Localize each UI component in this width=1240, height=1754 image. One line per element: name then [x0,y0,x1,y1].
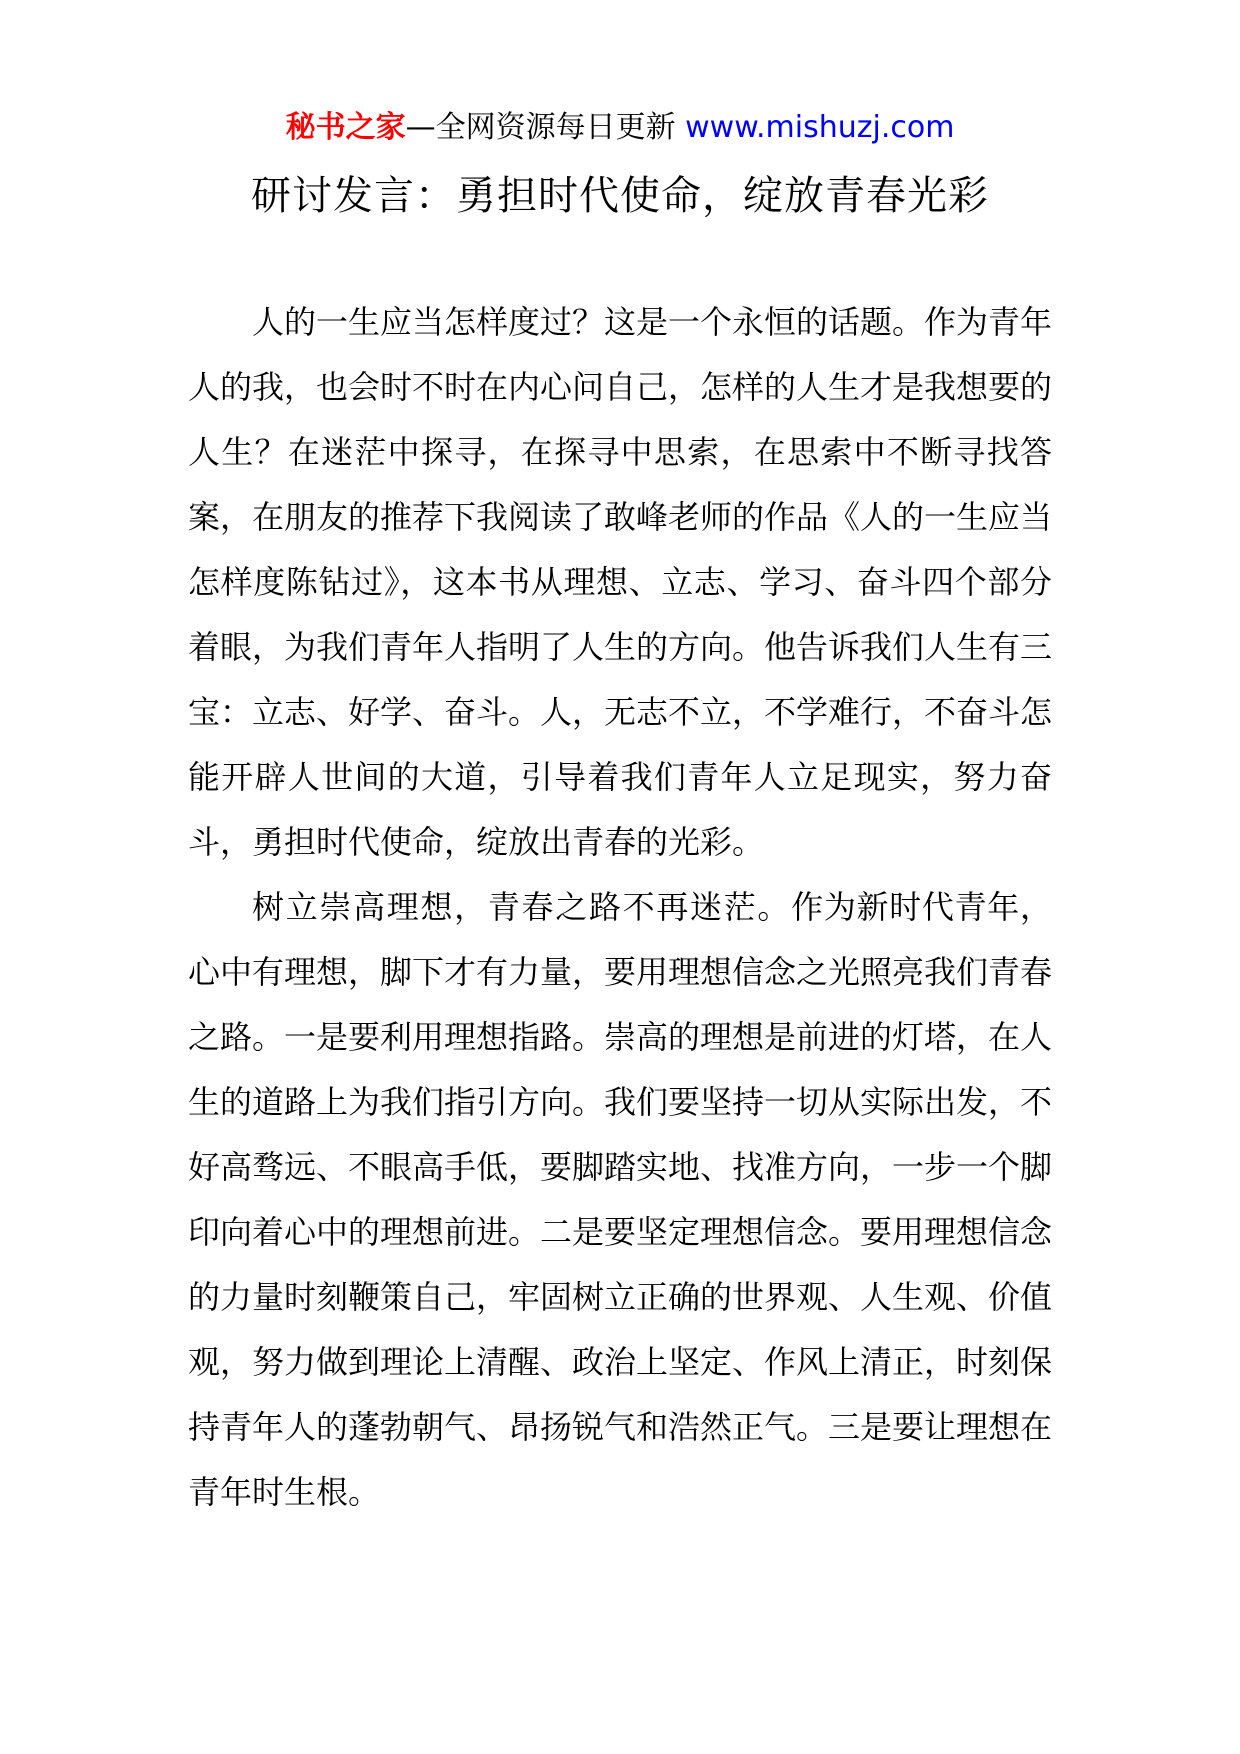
document-body [188,290,1052,1525]
paragraph [188,875,1052,1525]
site-brand: 秘书之家 [285,110,406,145]
paragraph-text: 人的一生应当怎样度过？这是一个永恒的话题。作为青年人的我，也会时不时在内心问自己，怎样的人生才是我想要的人生？在迷茫中探寻，在探寻中思索，在思索中不断寻找答案，在朋友的推荐下我阅读了敢峰老师的作品《人的一生应当怎样度陈钻过》，这本书从理想、立志、学习、奋斗四个部分着眼，为我们青年人指明了人生的方向。他告诉我们人生有三宝：立志、好学、奋斗。人，无志不立，不学难行，不奋斗怎能开辟人世间的大道，引导着我们青年人立足现实，努力奋斗，勇担时代使命，绽放出青春的光彩。 [188,303,1053,861]
paragraph-text: 作为新时代青年，心中有理想，脚下才有力量，要用理想信念之光照亮我们青春之路。一是要利用理想指路。崇高的理想是前进的灯塔，在人生的道路上为我们指引方向。我们要坚持一切从实际出发，不好高骛远、不眼高手低，要脚踏实地、找准方向，一步一个脚印向着心中的理想前进。二是要坚定理想信念。要用理想信念的力量时刻鞭策自己，牢固树立正确的世界观、人生观、价值观，努力做到理论上清醒、政治上坚定、作风上清正，时刻保持青年人的蓬勃朝气、昂扬锐气和浩然正气。三是要让理想在青年时生根。 [188,888,1053,1511]
document-title: 研讨发言：勇担时代使命，绽放青春光彩 [251,173,989,219]
paragraph [188,290,1052,875]
paragraph-lead: 树立崇高理想，青春之路不再迷茫。 [252,888,792,926]
site-url-link[interactable]: www.mishuzj.com [685,110,955,145]
site-tagline: —全网资源每日更新 [405,110,686,145]
site-header [0,106,1240,150]
